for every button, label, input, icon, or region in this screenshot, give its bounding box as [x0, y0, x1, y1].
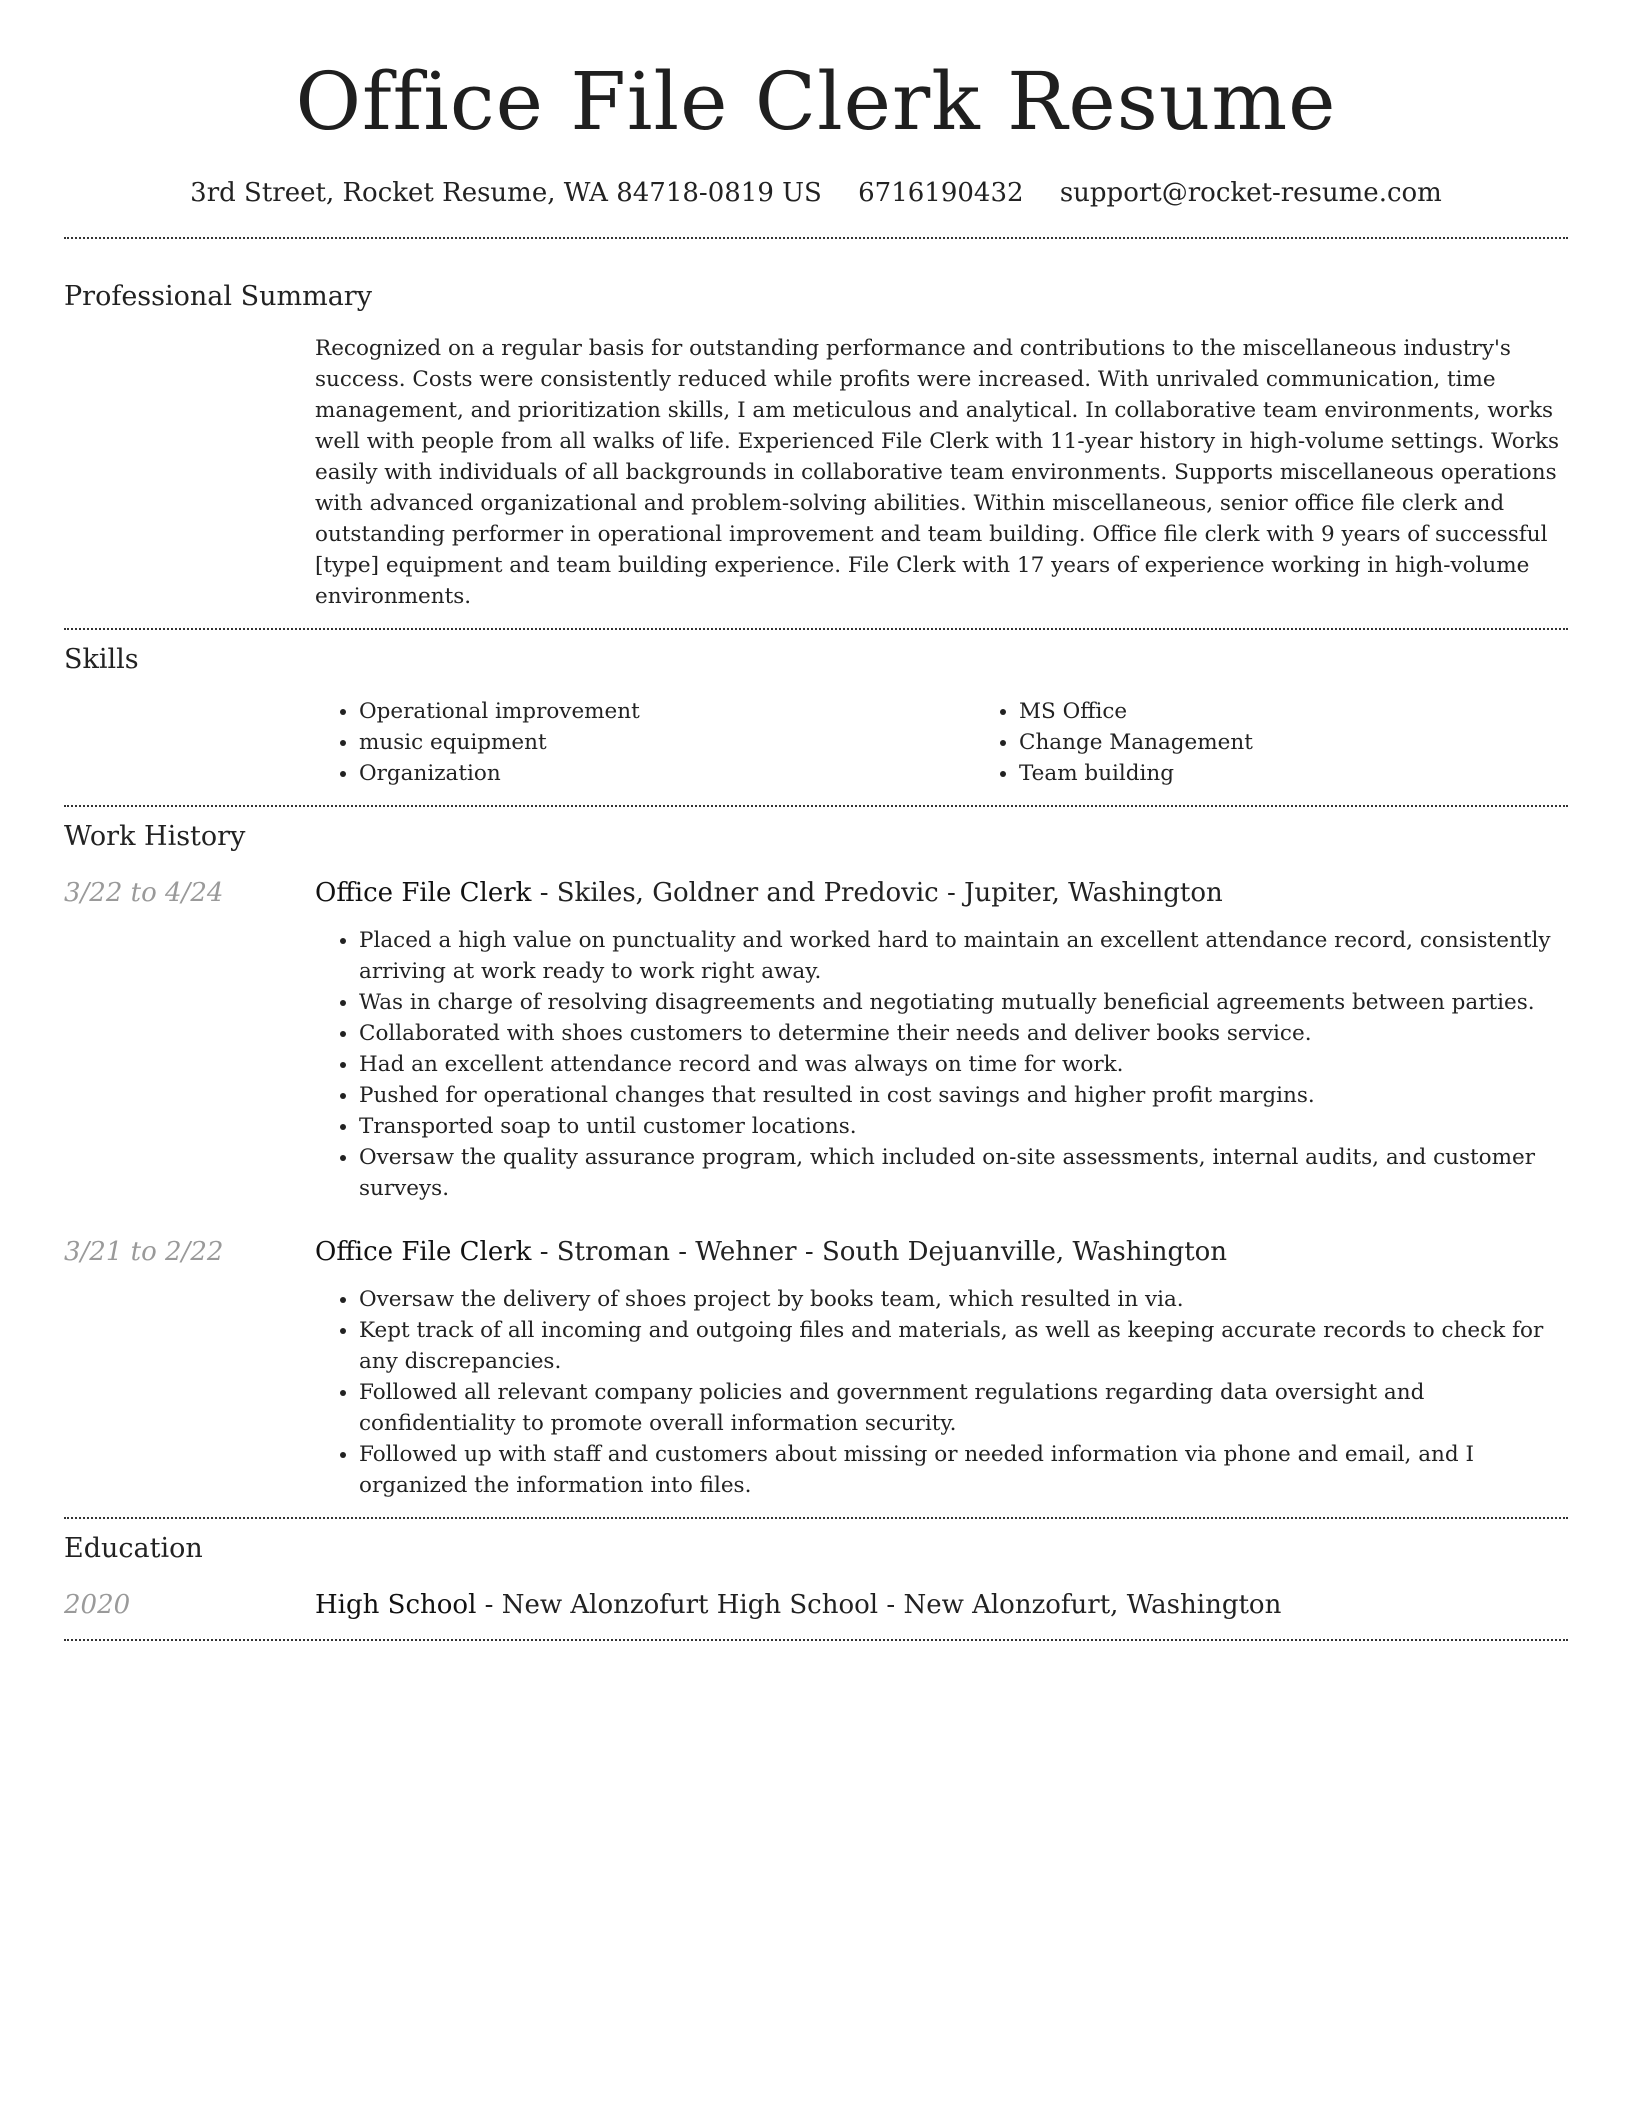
divider-summary	[64, 628, 1568, 630]
skills-heading: Skills	[64, 644, 139, 675]
job-entry	[64, 875, 1568, 1204]
job-title-line: Office File Clerk - Stroman - Wehner - South Dejuanville, Washington	[315, 1237, 1228, 1267]
summary-section	[64, 279, 1568, 612]
education-degree: High School	[315, 1590, 477, 1620]
job-bullet: • Followed all relevant company policies and government regulations regarding data oversight and confidentiality to promote overall information security.	[359, 1377, 1568, 1439]
summary-heading: Professional Summary	[64, 281, 372, 312]
job-dates: 3/21 to 2/22	[64, 1237, 224, 1267]
divider-skills	[64, 805, 1568, 807]
job-bullet: • Placed a high value on punctuality and worked hard to maintain an excellent attendance record, consistently arriving at work ready to work right away.	[359, 925, 1568, 987]
skills-grid	[315, 696, 1632, 789]
work-section	[64, 819, 1568, 1501]
skill-item: • Organization	[359, 758, 975, 789]
job-bullet: • Oversaw the quality assurance program, which included on-site assessments, internal audits, and customer surveys.	[359, 1142, 1568, 1204]
job-bullet: • Oversaw the delivery of shoes project by books team, which resulted in via.	[359, 1284, 1568, 1315]
contact-line	[64, 176, 1568, 210]
divider-education	[64, 1639, 1568, 1641]
divider-header	[64, 237, 1568, 239]
job-location: South Dejuanville, Washington	[821, 1237, 1228, 1267]
job-bullet: • Collaborated with shoes customers to determine their needs and deliver books service.	[359, 1018, 1568, 1049]
contact-address: 3rd Street, Rocket Resume, WA 84718-0819 US	[190, 178, 822, 208]
job-entry	[64, 1234, 1568, 1501]
education-line: High School - New Alonzofurt High School - New Alonzofurt, Washington	[315, 1590, 1282, 1620]
job-company: Stroman - Wehner	[556, 1237, 797, 1267]
resume-title: Office File Clerk Resume	[295, 55, 1337, 148]
skill-item: • Team building	[1019, 758, 1632, 789]
skill-item: • music equipment	[359, 727, 975, 758]
job-bullet: • Followed up with staff and customers about missing or needed information via phone and email, and I organized the information into files.	[359, 1439, 1568, 1501]
skills-list-right	[975, 696, 1632, 789]
job-title: Office File Clerk	[315, 1237, 532, 1267]
education-heading: Education	[64, 1533, 203, 1564]
education-year: 2020	[64, 1590, 131, 1620]
job-dates: 3/22 to 4/24	[64, 878, 224, 908]
job-bullets	[315, 1284, 1568, 1501]
skills-section	[64, 642, 1568, 789]
skill-item: • Change Management	[1019, 727, 1632, 758]
summary-text: Recognized on a regular basis for outstanding performance and contributions to the miscellaneous industry's success. Costs were consistently reduced while profits were increased. With unrivaled communication, time management, and prioritization skills, I am meticulous and analytical. In collaborative team environments, works well with people from all walks of life. Experienced File Clerk with 11-year history in high-volume settings. Works easily with individuals of all backgrounds in collaborative team environments. Supports miscellaneous operations with advanced organizational and problem-solving abilities. Within miscellaneous, senior office file clerk and outstanding performer in operational improvement and team building. Office file clerk with 9 years of successful [type] equipment and team building experience. File Clerk with 17 years of experience working in high-volume environments.	[315, 336, 1560, 609]
job-bullet: • Pushed for operational changes that resulted in cost savings and higher profit margins.	[359, 1080, 1568, 1111]
skill-item: • MS Office	[1019, 696, 1632, 727]
divider-work	[64, 1517, 1568, 1519]
education-school: New Alonzofurt High School	[501, 1590, 879, 1620]
contact-email: support@rocket-resume.com	[1059, 178, 1442, 208]
job-bullet: • Transported soap to until customer locations.	[359, 1111, 1568, 1142]
job-bullet: • Kept track of all incoming and outgoing files and materials, as well as keeping accurate records to check for any discrepancies.	[359, 1315, 1568, 1377]
job-title-line: Office File Clerk - Skiles, Goldner and Predovic - Jupiter, Washington	[315, 878, 1223, 908]
job-location: Jupiter, Washington	[964, 878, 1223, 908]
education-location: New Alonzofurt, Washington	[903, 1590, 1282, 1620]
skill-item: • Operational improvement	[359, 696, 975, 727]
contact-phone: 6716190432	[858, 178, 1024, 208]
education-section	[64, 1531, 1568, 1623]
job-bullet: • Had an excellent attendance record and was always on time for work.	[359, 1049, 1568, 1080]
job-title: Office File Clerk	[315, 878, 532, 908]
job-company: Skiles, Goldner and Predovic	[556, 878, 939, 908]
work-heading: Work History	[64, 821, 246, 852]
education-entry	[64, 1587, 1568, 1623]
job-bullets	[315, 925, 1568, 1204]
skills-list-left	[315, 696, 975, 789]
job-bullet: • Was in charge of resolving disagreements and negotiating mutually beneficial agreements between parties.	[359, 987, 1568, 1018]
